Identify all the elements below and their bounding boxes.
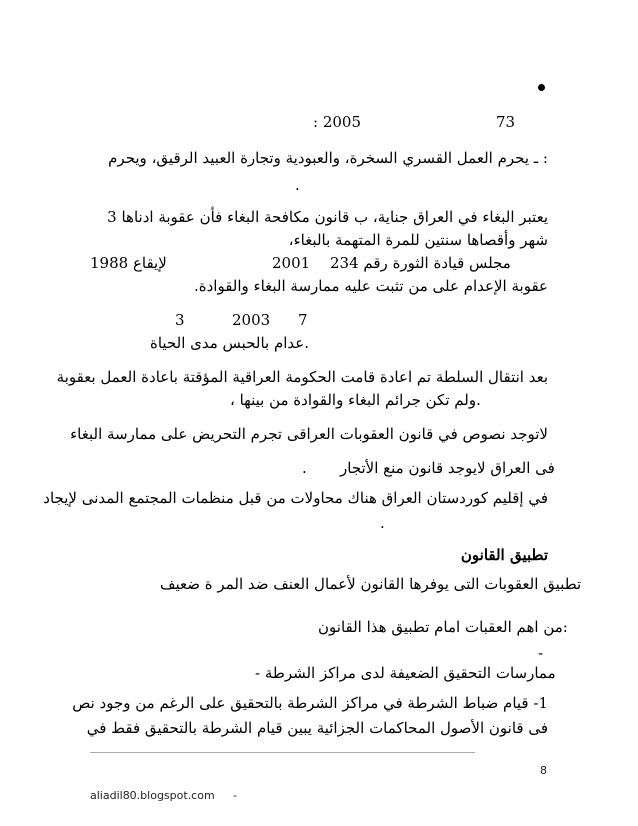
text-line: ، ولم تكن جرائم البغاء والقوادة من بينها. <box>230 391 481 409</box>
text-line: 3 <box>175 311 185 329</box>
footer-site-link[interactable]: aliadil80.blogspot.com <box>90 789 215 802</box>
footer-divider <box>90 752 475 753</box>
text-line: مجلس قيادة الثورة رقم 234 <box>330 254 511 272</box>
text-line: في إقليم كوردستان العراق هناك محاولات من قبل منظمات المجتمع المدنى لإيجاد <box>43 489 548 507</box>
section-heading: تطبيق القانون <box>460 546 548 564</box>
text-line: 1988 لإيقاع <box>90 254 167 272</box>
text-line: . <box>295 176 300 194</box>
text-line: بعد انتقال السلطة تم اعادة قامت الحكومة العراقية المؤقتة باعادة العمل بعقوبة <box>56 368 548 386</box>
list-item: - ممارسات التحقيق الضعيفة لدى مراكز الشرطة <box>255 664 556 682</box>
bullet-point <box>538 84 545 91</box>
footer-dash: - <box>233 789 237 802</box>
text-line: . <box>302 459 307 477</box>
text-line: 2001 <box>272 254 311 272</box>
text-line: 7 <box>298 311 308 329</box>
text-line: لاتوجد نصوص في قانون العقوبات العراقى تجرم التحريض على ممارسة البغاء <box>70 425 548 443</box>
text-line: يعتبر البغاء في العراق جناية، ب قانون مكافحة البغاء فأن عقوبة ادناها 3 <box>107 208 548 226</box>
text-line: شهر وأقصاها سنتين للمرة المتهمة بالبغاء، <box>288 231 548 249</box>
text-line: عدام بالحبس مدى الحياة. <box>150 334 310 352</box>
text-line: : ـ يحرم العمل القسري السخرة، والعبودية وتجارة العبيد الرقيق، ويحرم <box>108 149 548 167</box>
text-line: من اهم العقبات امام تطبيق هذا القانون: <box>318 618 568 636</box>
list-item: 1- قيام ضباط الشرطة في مراكز الشرطة بالتحقيق على الرغم من وجود نص <box>72 694 548 712</box>
list-marker: - <box>538 644 544 662</box>
text-line: تطبيق العقوبات التى يوفرها القانون لأعمال العنف ضد المر ة ضعيف <box>160 575 582 593</box>
text-line: . <box>380 514 385 532</box>
page-number: 8 <box>540 764 547 777</box>
list-item: فى قانون الأصول المحاكمات الجزائية يبين قيام الشرطة بالتحقيق فقط في <box>86 719 548 737</box>
text-line: : 2005 <box>313 113 361 131</box>
text-line: فى العراق لايوجد قانون منع الأتجار <box>340 459 555 477</box>
text-line: 2003 <box>232 311 271 329</box>
text-line: عقوبة الإعدام على من تثبت عليه ممارسة البغاء والقوادة. <box>193 277 548 295</box>
text-line: 73 <box>496 113 516 131</box>
